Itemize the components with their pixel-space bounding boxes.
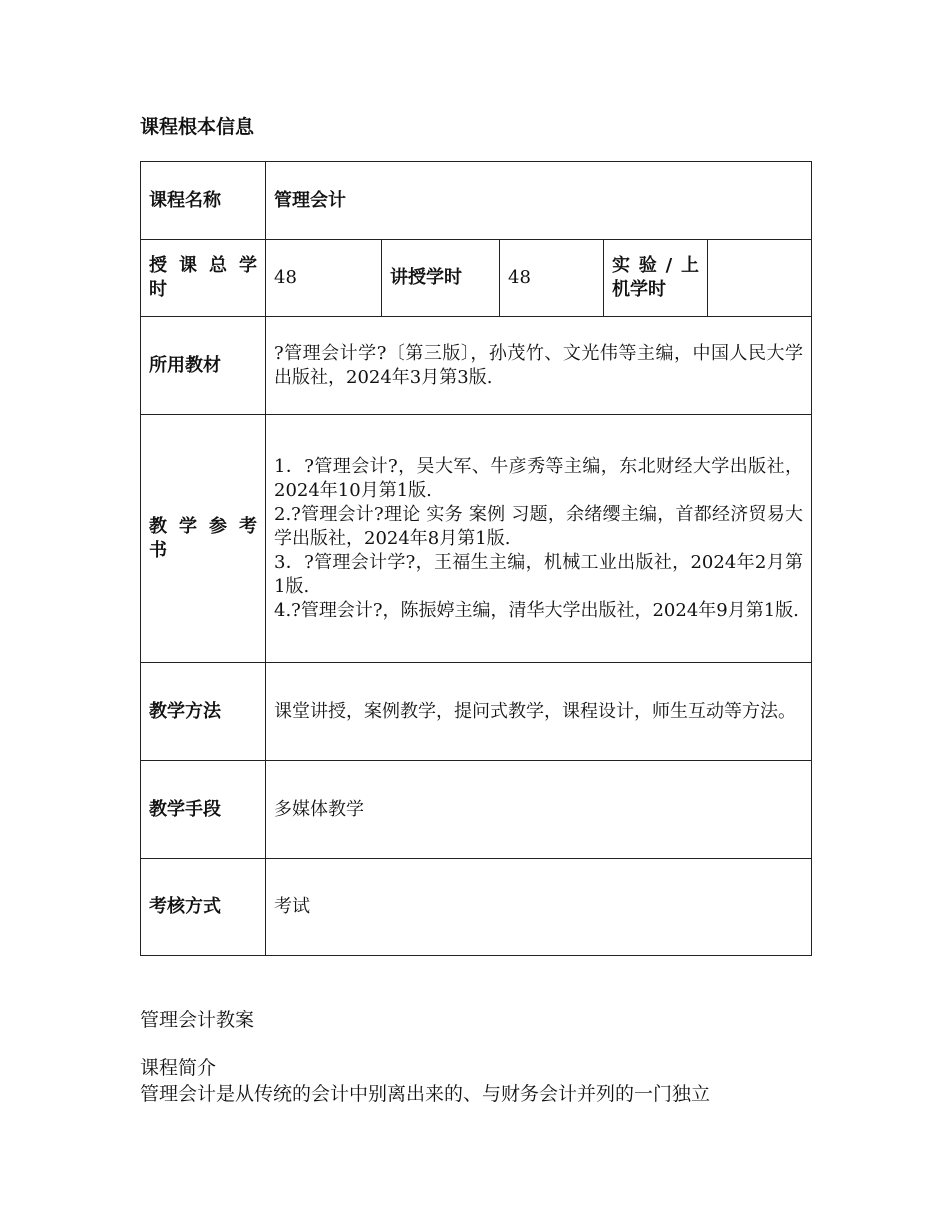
total-hours-label-line1: 授 课 总 学: [149, 255, 257, 276]
lab-hours-label: [604, 240, 708, 317]
lab-hours-value: [708, 240, 812, 317]
course-info-table: [140, 161, 812, 956]
textbook-label: 所用教材: [141, 317, 266, 415]
means-value: 多媒体教学: [266, 761, 812, 859]
hours-row: [141, 240, 812, 317]
lecture-hours-value: 48: [500, 240, 604, 317]
references-label-line2: 书: [149, 539, 167, 561]
lab-hours-label-line1: 实验/上: [612, 255, 699, 276]
references-label: [141, 415, 266, 663]
references-list: [266, 415, 812, 663]
course-name-row: [141, 162, 812, 240]
intro-heading: 课程简介: [140, 1057, 217, 1079]
reference-item-2: 2.?管理会计?理论 实务 案例 习题，余绪缨主编，首都经济贸易大学出版社，2024年8月第1版.: [274, 503, 804, 549]
course-name-value: 管理会计: [266, 162, 812, 240]
reference-item-1: 1．?管理会计?，吴大军、牛彦秀等主编，东北财经大学出版社，2024年10月第1版.: [274, 455, 803, 501]
method-label: 教学方法: [141, 663, 266, 761]
total-hours-label-line2: 时: [149, 279, 167, 300]
references-row: [141, 415, 812, 663]
assessment-value: 考试: [266, 859, 812, 956]
reference-item-3: 3．?管理会计学?，王福生主编，机械工业出版社，2024年2月第1版.: [274, 551, 804, 597]
intro-text: 管理会计是从传统的会计中别离出来的、与财务会计并列的一门独立: [140, 1083, 711, 1105]
assessment-label: 考核方式: [141, 859, 266, 956]
assessment-row: [141, 859, 812, 956]
doc-title: 管理会计教案: [140, 1009, 255, 1031]
means-label: 教学手段: [141, 761, 266, 859]
course-name-label: 课程名称: [141, 162, 266, 240]
textbook-row: [141, 317, 812, 415]
reference-item-4: 4.?管理会计?，陈振婷主编，清华大学出版社，2024年9月第1版.: [274, 599, 799, 621]
lecture-hours-label: 讲授学时: [382, 240, 500, 317]
references-label-line1: 教 学 参 考: [149, 515, 257, 537]
total-hours-label: [141, 240, 266, 317]
lab-hours-label-line2: 机学时: [612, 279, 666, 300]
method-value: 课堂讲授，案例教学，提问式教学，课程设计，师生互动等方法。: [266, 663, 812, 761]
means-row: [141, 761, 812, 859]
total-hours-value: 48: [266, 240, 382, 317]
textbook-value: ?管理会计学?〔第三版〕，孙茂竹、文光伟等主编，中国人民大学出版社，2024年3月第3版.: [266, 317, 812, 415]
method-row: [141, 663, 812, 761]
section-heading: 课程根本信息: [140, 116, 255, 138]
